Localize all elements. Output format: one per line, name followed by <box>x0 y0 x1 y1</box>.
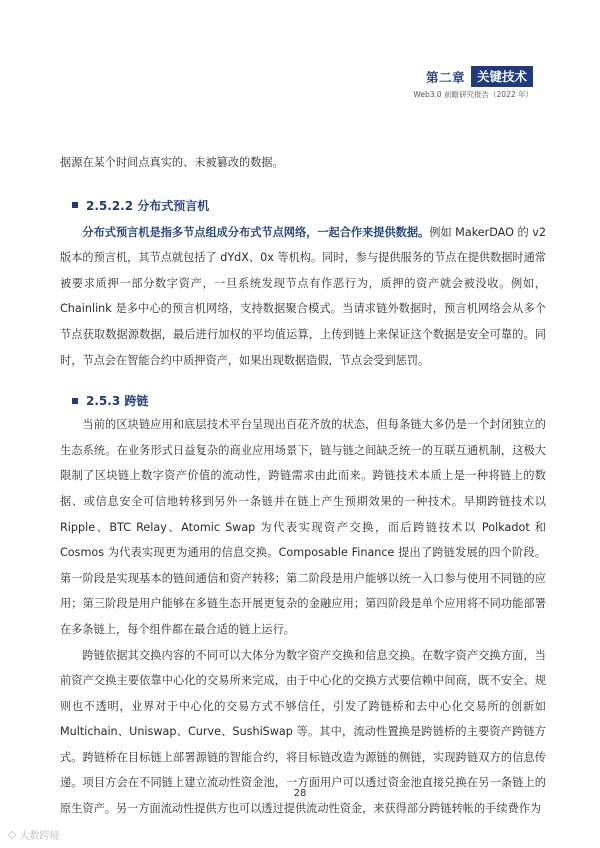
section-heading-distributed-oracle <box>60 197 546 214</box>
cross-chain-paragraph-1: 当前的区块链应用和底层技术平台呈现出百花齐放的状态，但每条链大多仍是一个封闭独立的生态系统。在业务形式日益复杂的商业应用场景下，链与链之间缺乏统一的互联互通机制，这极大限制了区块链上数字资产价值的流动性，跨链需求由此而来。跨链技术本质上是一种将链上的数据、或信息安全可信地转移到另外一条链并在链上产生预期效果的一种技术。早期跨链技术以 Ripple、BTC Relay、Atomic Swap 为代表实现资产交换，而后跨链技术以 Polkadot 和 Cosmos 为代表实现更为通用的信息交换。Composable Finance 提出了跨链发展的四个阶段。第一阶段是实现基本的链间通信和资产转移；第二阶段是用户能够以统一入口参与使用不同链的应用；第三阶段是用户能够在多链生态开展更复杂的金融应用；第四阶段是单个应用将不同功能部署在多条链上，每个组件都在最合适的链上运行。 <box>60 418 546 636</box>
paragraph-text: 例如 MakerDAO 的 v2 版本的预言机，其节点就包括了 dYdX、0x 等机构。同时，参与提供服务的节点在提供数据时通常被要求质押一部分数字资产，一旦系统发现节点有作恶行为，质押的资产就会被没收。例如，Chainlink 是多中心的预言机网络，支持数据聚合模式。当请求链外数据时，预言机网络会从多个节点获取数据源数据，最后进行加权的平均值运算，上传到链上来保证这个数据是安全可靠的。同时，节点会在智能合约中质押资产，如果出现数据造假，节点会受到惩罚。 <box>60 225 546 367</box>
section-heading-cross-chain <box>60 392 546 409</box>
watermark-text: 大数跨境 <box>19 831 60 842</box>
report-subtitle: Web3.0 前瞻研究报告（2022 年） <box>413 90 533 99</box>
page-number: 28 <box>293 788 307 799</box>
diamond-logo-icon: ◇ <box>8 828 17 841</box>
cross-chain-paragraph-2: 跨链依据其交换内容的不同可以大体分为数字资产交换和信息交换。在数字资产交换方面，当前资产交换主要依靠中心化的交易所来完成，由于中心化的交换方式要信赖中间商，既不安全、规则也不透明，业界对于中心化的交易方式不够信任，引发了跨链桥和去中心化交易所的创新如 Multichain、Uniswap、Curve、SushiSwap 等。其中，流动性置换是跨链桥的主要资产跨链方式。跨链桥在目标链上部署源链的智能合约，将目标链改造为源链的侧链，实现跨链双方的信息传递。项目方会在不同链上建立流动性资金池，一方面用户可以透过资金池直接兑换在另一条链上的原生资产。另一方面流动性提供方也可以透过提供流动性资金，来获得部分跨链转帐的手续费作为 <box>60 648 546 816</box>
square-bullet-icon <box>72 398 78 404</box>
chapter-label: 第二章 <box>425 69 465 85</box>
page-content <box>60 150 546 822</box>
chapter-topic: 关键技术 <box>471 66 533 87</box>
header-title <box>413 66 533 87</box>
page-header <box>413 66 533 100</box>
section-title: 2.5.3 跨链 <box>86 394 149 409</box>
continuation-paragraph: 据源在某个时间点真实的、未被篡改的数据。 <box>60 156 284 169</box>
watermark <box>8 827 59 842</box>
square-bullet-icon <box>72 202 78 208</box>
section-title: 2.5.2.2 分布式预言机 <box>86 198 210 213</box>
lead-sentence: 分布式预言机是指多节点组成分布式节点网络，一起合作来提供数据。 <box>82 225 430 239</box>
oracle-paragraph <box>60 220 546 374</box>
